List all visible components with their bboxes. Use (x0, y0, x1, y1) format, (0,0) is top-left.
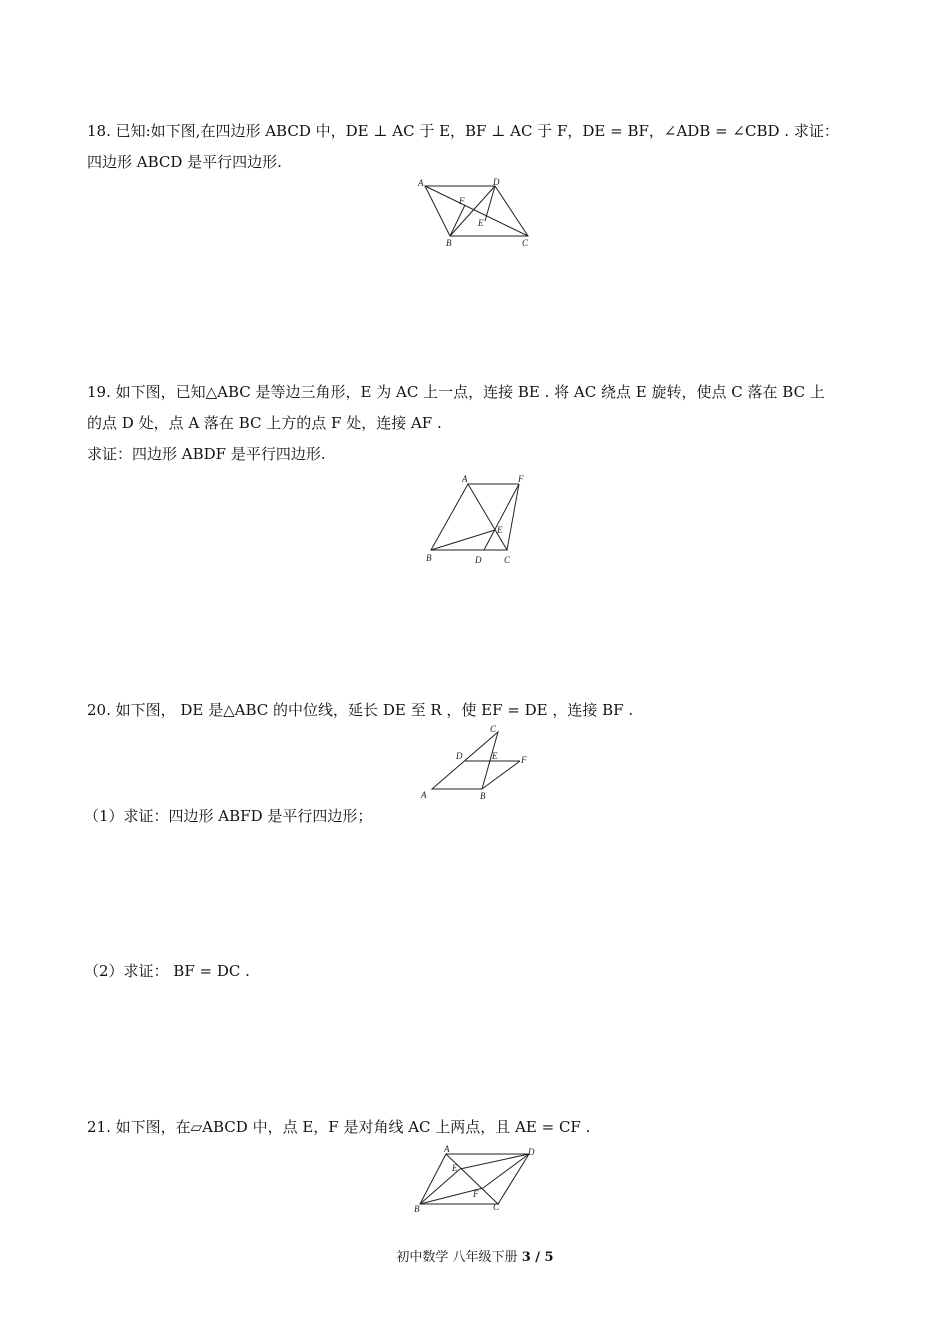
q19-text-line2: 的点 D 处，点 A 落在 BC 上方的点 F 处，连接 AF . (87, 414, 442, 432)
q21-label-d: D (528, 1147, 535, 1157)
q21-label-c: C (493, 1202, 500, 1212)
q19-text-line3: 求证：四边形 ABDF 是平行四边形. (87, 445, 326, 463)
q18-label-e: E (478, 218, 484, 228)
q21-text-line1: 21. 如下图，在▱ABCD 中，点 E，F 是对角线 AC 上两点，且 AE = CF . (87, 1118, 591, 1136)
q20-label-f: F (521, 755, 527, 765)
q21-diagonal-ac (446, 1154, 498, 1204)
q19-segment-fc (507, 484, 519, 550)
q19-triangle-abc (431, 484, 507, 550)
q20-figure (418, 722, 533, 802)
q18-figure (415, 176, 535, 251)
q21-figure (410, 1142, 545, 1217)
q19-label-f: F (518, 474, 524, 484)
q19-label-c: C (504, 555, 511, 565)
q20-part2-text: （2）求证： BF = DC . (84, 962, 250, 980)
q21-label-b: B (414, 1204, 420, 1214)
footer-course: 初中数学 八年级下册 (396, 1250, 518, 1265)
q21-label-e: E (452, 1163, 458, 1173)
q20-label-a: A (421, 790, 427, 800)
q19-text-line1: 19. 如下图，已知△ABC 是等边三角形，E 为 AC 上一点，连接 BE . 将 AC 绕点 E 旋转，使点 C 落在 BC 上 (87, 383, 825, 401)
footer-page-number: 3 (521, 1250, 531, 1265)
q18-text-line2: 四边形 ABCD 是平行四边形. (87, 153, 282, 171)
q20-label-e: E (492, 751, 498, 761)
q18-diagonal-ac (425, 186, 528, 236)
q20-part1-text: （1）求证：四边形 ABFD 是平行四边形； (84, 807, 373, 825)
page-footer (0, 1249, 950, 1267)
q20-segment-bf (482, 761, 520, 789)
q18-text-line1: 18. 已知:如下图,在四边形 ABCD 中，DE ⊥ AC 于 E，BF ⊥ AC 于 F，DE = BF，∠ADB = ∠CBD . 求证： (87, 122, 839, 140)
q18-label-a: A (418, 178, 424, 188)
q21-label-f: F (473, 1189, 479, 1199)
q18-label-b: B (446, 238, 452, 248)
q20-label-c: C (490, 724, 497, 734)
q18-label-f: F (459, 196, 465, 206)
q19-figure (423, 472, 533, 567)
footer-separator: / (530, 1250, 545, 1265)
q19-label-a: A (462, 474, 468, 484)
q21-label-a: A (444, 1144, 450, 1154)
q18-segment-bf (450, 205, 465, 236)
q19-label-b: B (426, 553, 432, 563)
q20-label-d: D (456, 751, 463, 761)
q19-label-d: D (475, 555, 482, 565)
q18-label-c: C (522, 238, 529, 248)
q18-label-d: D (493, 177, 500, 187)
q20-label-b: B (480, 791, 486, 801)
q19-label-e: E (497, 525, 503, 535)
footer-total-pages: 5 (544, 1250, 554, 1265)
q20-text-line1: 20. 如下图， DE 是△ABC 的中位线，延长 DE 至 R ，使 EF = DE ，连接 BF . (87, 701, 634, 719)
